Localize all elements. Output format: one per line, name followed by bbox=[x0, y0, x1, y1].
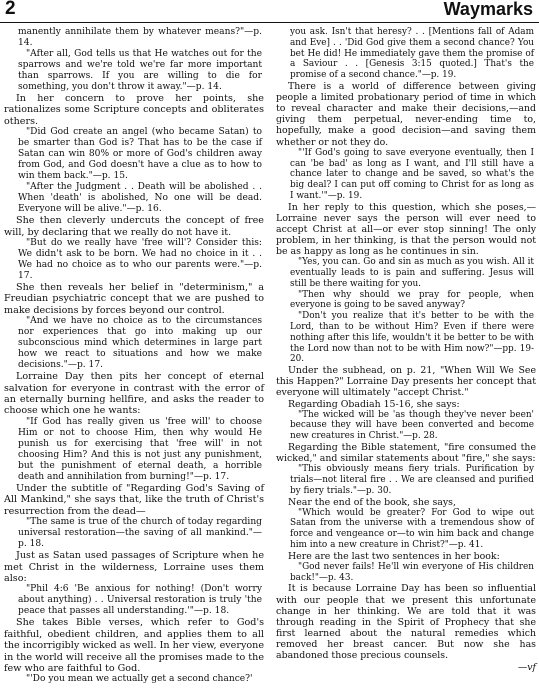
body-paragraph: Regarding Obadiah 15-16, she says: bbox=[288, 398, 460, 410]
body-paragraph: She takes Bible verses, which refer to God's faithful, obedient children, and applies them to all the incorrigibly wicked as well. In her view, everyone in the world will receive all the promises made to the few who are faithful to God. bbox=[4, 617, 264, 674]
body-paragraph: It is because Lorraine Day has been so influential with our people that we present this unfortunate change in her thinking. We are told that it was through reading in the Spirit of Prophecy that she first learned about the natural remedies which removed her breast cancer. But now she has abandoned those precious counsels. bbox=[276, 583, 536, 662]
body-paragraph: She then reveals her belief in "determinism," a Freudian psychiatric concept that we are pushed to make decisions by forces beyond our control. bbox=[4, 282, 264, 316]
block-quote: "Did God create an angel (who became Satan) to be smarter than God is? That has to be the case if Satan can win 80% or more of God's children away from God, and God doesn't have a clue as to how to win them back."—p. 15. bbox=[18, 127, 262, 182]
block-quote: "If God has really given us 'free will' to choose Him or not to choose Him, then why would He punish us for exercising that 'free will' in not choosing Him? And this is not just any punishment, but the punishment of eternal death, a horrible death and annihilation from burning!"—p. 17. bbox=[18, 416, 262, 482]
block-quote: "Phil 4:6 'Be anxious for nothing! (Don't worry about anything) . . Universal restoration is truly 'the peace that passes all understanding.'"—p. 18. bbox=[18, 584, 262, 617]
body-paragraph: Near the end of the book, she says, bbox=[288, 496, 456, 508]
block-quote: "The wicked will be 'as though they've never been' because they will have been converted and become new creatures in Christ."—p. 28. bbox=[290, 409, 534, 442]
right-column bbox=[276, 27, 536, 673]
block-quote: "After all, God tells us that He watches out for the sparrows and we're told we're far more important than sparrows. If you are willing to die for something, you don't throw it away."—p. 14. bbox=[18, 49, 262, 92]
block-quote: "God never fails! He'll win everyone of His children back!"—p. 43. bbox=[290, 561, 534, 583]
body-paragraph: Under the subhead, on p. 21, "When Will We See this Happen?" Lorraine Day presents her concept that everyone will ultimately "accept Christ." bbox=[276, 365, 536, 399]
author-signature: —vf bbox=[517, 661, 536, 673]
block-quote: manently annihilate them by whatever means?"—p. 14. bbox=[18, 27, 262, 48]
body-paragraph: In her concern to prove her points, she rationalizes some Scripture concepts and obliterates others. bbox=[4, 93, 264, 127]
block-quote: "'If God's going to save everyone eventually, then I can 'be bad' as long as I want, and I'll still have a chance later to change and be saved, so what's the big deal? I can put off coming to Christ for as long as I want.'"—p. 19. bbox=[290, 147, 534, 201]
block-quote: "'Do you mean we actually get a second chance?' bbox=[26, 674, 253, 685]
body-paragraph: Lorraine Day then pits her concept of eternal salvation for everyone in contrast with the error of an eternally burning hellfire, and asks the reader to choose which one he wants: bbox=[4, 371, 264, 417]
block-quote: "Which would be greater? For God to wipe out Satan from the universe with a tremendous show of force and vengeance or—to win him back and change him into a new creature in Christ?"—p. 41. bbox=[290, 507, 534, 551]
block-quote: "The same is true of the church of today regarding universal restoration—the saving of all mankind."—p. 18. bbox=[18, 517, 262, 550]
body-paragraph: Here are the last two sentences in her book: bbox=[288, 550, 500, 562]
body-paragraph: She then cleverly undercuts the concept of free will, by declaring that we really do not have it. bbox=[4, 215, 264, 238]
body-paragraph: Regarding the Bible statement, "fire consumed the wicked," and similar statements about "fire," she says: bbox=[276, 441, 536, 465]
block-quote: "And we have no choice as to the circumstances nor experiences that go into making up our subconscious mind which determines in large part how we react to situations and how we make decisions."—p. 17. bbox=[18, 316, 262, 371]
page-number: 2 bbox=[5, 0, 16, 19]
block-quote: "This obviously means fiery trials. Purification by trials—not literal fire . . We are cleansed and purified by fiery trials."—p. 30. bbox=[290, 464, 534, 496]
page-header bbox=[0, 0, 539, 23]
block-quote: "Don't you realize that it's better to be with the Lord, than to be without Him? Even if there were nothing after this life, wouldn't it be better to be with the Lord now than not to be with Him now?"—pp. 19-20. bbox=[290, 311, 534, 365]
body-paragraph: Under the subtitle of "Regarding God's Saving of All Mankind," she says that, like the truth of Christ's resurrection from the dead— bbox=[4, 482, 264, 517]
body-paragraph: There is a world of difference between giving people a limited probationary period of time in which to reveal character and make their decisions,—and giving them perpetual, never-ending time to, hopefully, make a good decision—and saving them whether or not they do. bbox=[276, 80, 536, 148]
body-paragraph: Just as Satan used passages of Scripture when he met Christ in the wilderness, Lorraine uses them also: bbox=[4, 550, 264, 584]
block-quote: "But do we really have 'free will'? Consider this: We didn't ask to be born. We had no choice in it . . We had no choice as to who our parents were."—p. 17. bbox=[18, 238, 262, 282]
running-title: Waymarks bbox=[443, 0, 533, 19]
left-column bbox=[4, 27, 264, 685]
block-quote: you ask. Isn't that heresy? . . [Mentions fall of Adam and Eve] . . 'Did God give them a second chance? You bet He did! He immediately gave them the promise of a Saviour . . [Genesis 3:15 quoted.] That's the promise of a second chance."—p. 19. bbox=[290, 27, 534, 81]
block-quote: "Yes, you can. Go and sin as much as you wish. All it eventually leads to is pain and suffering. Jesus will still be there waiting for you. bbox=[290, 257, 534, 289]
body-paragraph: In her reply to this question, which she poses,—Lorraine never says the person will ever need to accept Christ at all—or ever stop sinning! The only problem, in her thinking, is that the person would not be as happy as long as he continues in sin. bbox=[276, 201, 536, 258]
block-quote: "Then why should we pray for people, when everyone is going to be saved anyway? bbox=[290, 289, 534, 311]
block-quote: "After the Judgment . . Death will be abolished . . When 'death' is abolished, No one will be dead. Everyone will be alive."—p. 16. bbox=[18, 182, 262, 215]
